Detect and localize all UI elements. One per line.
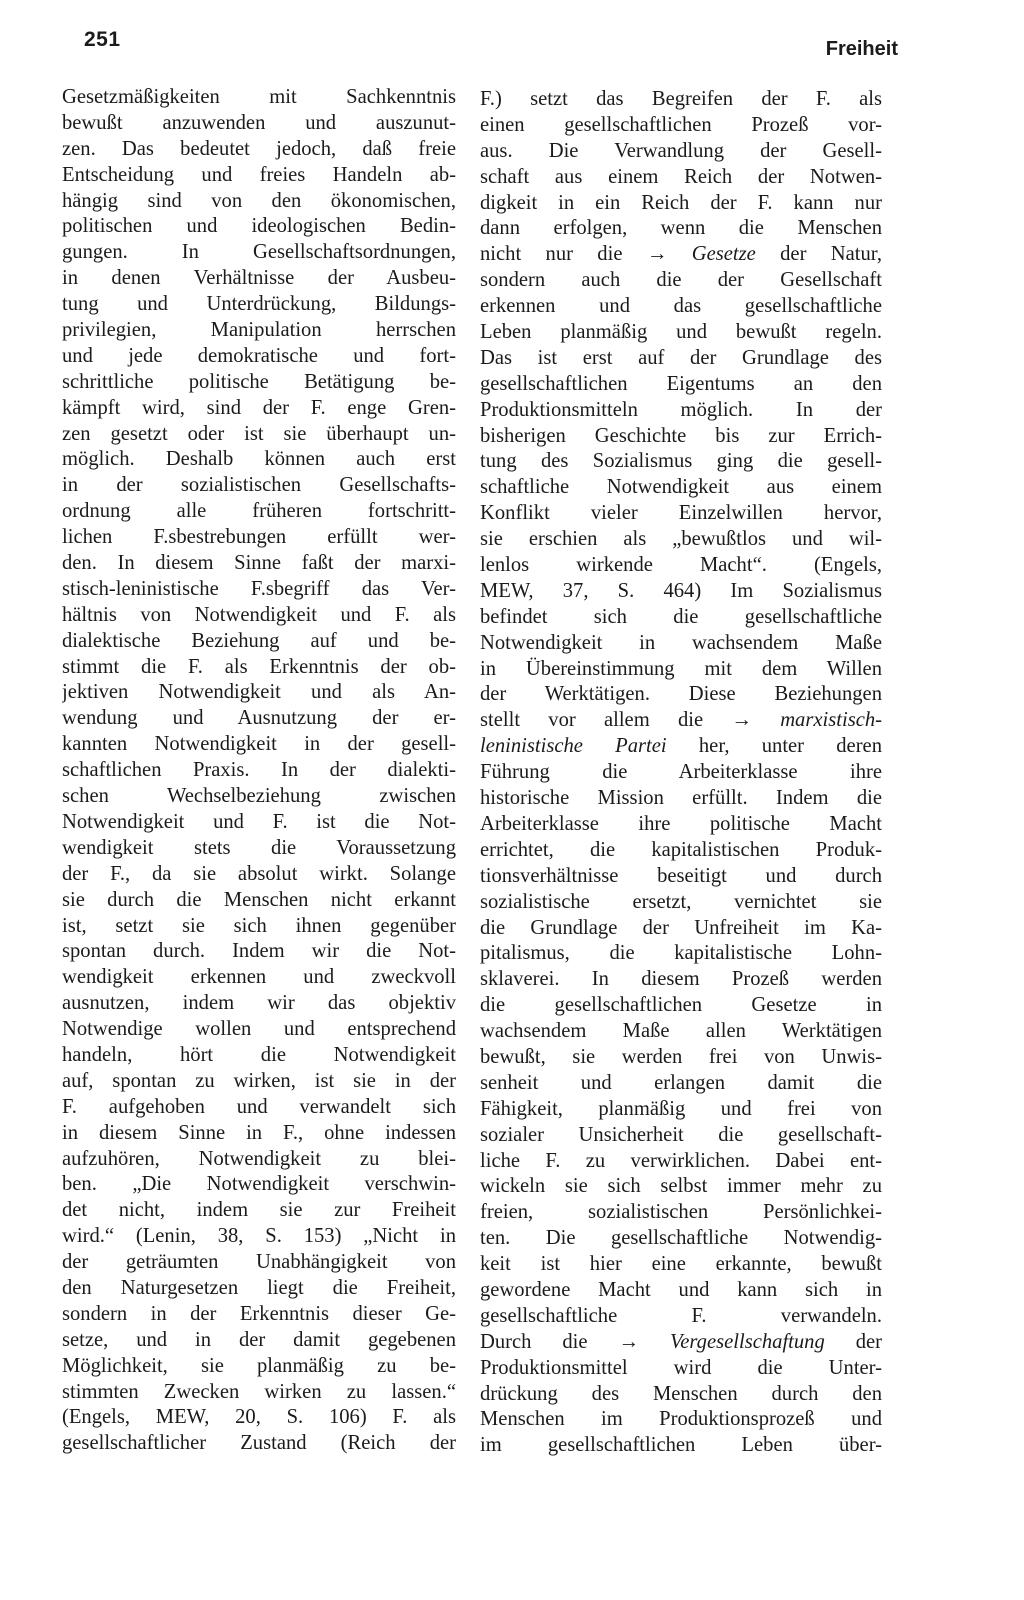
text-line: Notwendige wollen und entsprechend	[62, 1018, 456, 1041]
text-fragment: Durch die	[480, 1330, 619, 1353]
text-line: Produktionsmittel wird die Unter-	[480, 1356, 882, 1379]
text-line: sie erschien als „bewußtlos und wil-	[480, 528, 882, 551]
text-line: wendigkeit stets die Voraussetzung	[62, 836, 456, 859]
text-line: den Naturgesetzen liegt die Freiheit,	[62, 1276, 456, 1299]
text-line: befindet sich die gesellschaftliche	[480, 605, 882, 628]
text-line: handeln, hört die Notwendigkeit	[62, 1043, 456, 1066]
text-line: Führung die Arbeiterklasse ihre	[480, 761, 882, 784]
text-line: tung und Unterdrückung, Bildungs-	[62, 293, 456, 316]
text-line: Konflikt vieler Einzelwillen hervor,	[480, 502, 882, 525]
text-line: wachsendem Maße allen Werktätigen	[480, 1020, 882, 1043]
text-line: stisch-leninistische F.sbegriff das Ver-	[62, 577, 456, 600]
cross-reference-vergesellschaftung[interactable]: Vergesellschaftung	[669, 1330, 825, 1353]
text-line: schaftlichen Praxis. In der dialekti-	[62, 759, 456, 782]
text-line	[480, 242, 882, 268]
text-line: den. In diesem Sinne faßt der marxi-	[62, 552, 456, 575]
text-line: stimmt die F. als Erkenntnis der ob-	[62, 655, 456, 678]
cross-reference-arrow-icon: →	[618, 1330, 640, 1353]
text-line: ordnung alle früheren fortschritt-	[62, 500, 456, 523]
cross-reference-gesetze[interactable]: Gesetze	[691, 243, 756, 266]
text-line: der Werktätigen. Diese Beziehungen	[480, 683, 882, 706]
text-line: wendung und Ausnutzung der er-	[62, 707, 456, 730]
text-fragment: der Natur,	[755, 243, 882, 266]
text-line: gesellschaftliche F. verwandeln.	[480, 1304, 882, 1327]
text-line: jektiven Notwendigkeit und als An-	[62, 681, 456, 704]
text-line: der geträumten Unabhängigkeit von	[62, 1251, 456, 1274]
text-fragment: her, unter deren	[666, 735, 882, 758]
text-line	[480, 708, 882, 734]
text-line: stimmten Zwecken wirken zu lassen.“	[62, 1380, 456, 1403]
text-line: sklaverei. In diesem Prozeß werden	[480, 968, 882, 991]
text-line: zen gesetzt oder ist sie überhaupt un-	[62, 422, 456, 445]
text-line: die gesellschaftlichen Gesetze in	[480, 994, 882, 1017]
text-line: auf, spontan zu wirken, ist sie in der	[62, 1069, 456, 1092]
text-line: kämpft wird, sind der F. enge Gren-	[62, 396, 456, 419]
text-line: aufzuhören, Notwendigkeit zu blei-	[62, 1147, 456, 1170]
running-head: Freiheit	[825, 38, 898, 60]
text-line: sozialer Unsicherheit die gesellschaft-	[480, 1123, 882, 1146]
text-line: schrittliche politische Betätigung be-	[62, 370, 456, 393]
text-line: bisherigen Geschichte bis zur Errich-	[480, 424, 882, 447]
text-line: in denen Verhältnisse der Ausbeu-	[62, 267, 456, 290]
text-line: politischen und ideologischen Bedin-	[62, 215, 456, 238]
text-line	[480, 1330, 882, 1356]
text-line: dann erfolgen, wenn die Menschen	[480, 217, 882, 240]
text-line: setze, und in der damit gegebenen	[62, 1328, 456, 1351]
text-line: Gesetzmäßigkeiten mit Sachkenntnis	[62, 86, 456, 108]
text-line: schen Wechselbeziehung zwischen	[62, 785, 456, 808]
text-line: schaftliche Notwendigkeit aus einem	[480, 476, 882, 499]
text-line: keit ist hier eine erkannte, bewußt	[480, 1253, 882, 1276]
text-line: ben. „Die Notwendigkeit verschwin-	[62, 1173, 456, 1196]
text-line: und jede demokratische und fort-	[62, 344, 456, 367]
text-line: ist, setzt sie sich ihnen gegenüber	[62, 914, 456, 937]
text-line: Produktionsmitteln möglich. In der	[480, 398, 882, 421]
text-line: wendigkeit erkennen und zweckvoll	[62, 966, 456, 989]
text-line: erkennen und das gesellschaftliche	[480, 295, 882, 318]
text-line: Leben planmäßig und bewußt regeln.	[480, 321, 882, 344]
text-line: der F., da sie absolut wirkt. Solange	[62, 862, 456, 885]
text-line: bewußt, sie werden frei von Unwis-	[480, 1045, 882, 1068]
right-column	[480, 87, 882, 1459]
text-line: Notwendigkeit und F. ist die Not-	[62, 810, 456, 833]
text-line: wird.“ (Lenin, 38, S. 153) „Nicht in	[62, 1225, 456, 1248]
text-line: sondern auch die der Gesellschaft	[480, 269, 882, 292]
text-line: spontan durch. Indem wir die Not-	[62, 940, 456, 963]
text-fragment: der	[824, 1330, 882, 1353]
text-line: schaft aus einem Reich der Notwen-	[480, 165, 882, 188]
left-column	[62, 85, 456, 1457]
text-line: digkeit in ein Reich der F. kann nur	[480, 191, 882, 214]
text-line: sondern in der Erkenntnis dieser Ge-	[62, 1302, 456, 1325]
text-line: wickeln sie sich selbst immer mehr zu	[480, 1175, 882, 1198]
text-fragment: stellt vor allem die	[480, 709, 732, 732]
text-line: kannten Notwendigkeit in der gesell-	[62, 733, 456, 756]
cross-reference-arrow-icon: →	[646, 243, 668, 266]
text-line: pitalismus, die kapitalistische Lohn-	[480, 942, 882, 965]
text-line: Arbeiterklasse ihre politische Macht	[480, 812, 882, 835]
text-line: tung des Sozialismus ging die gesell-	[480, 450, 882, 473]
text-line: gesellschaftlichen Eigentums an den	[480, 372, 882, 395]
text-line: sozialistische ersetzt, vernichtet sie	[480, 890, 882, 913]
text-line: gewordene Macht und kann sich in	[480, 1278, 882, 1301]
text-line: drückung des Menschen durch den	[480, 1382, 882, 1405]
text-line: bewußt anzuwenden und auszunut-	[62, 111, 456, 134]
text-line: gesellschaftlicher Zustand (Reich der	[62, 1432, 456, 1455]
text-line: ten. Die gesellschaftliche Notwendig-	[480, 1227, 882, 1250]
text-line: lichen F.sbestrebungen erfüllt wer-	[62, 526, 456, 549]
text-line: Fähigkeit, planmäßig und frei von	[480, 1097, 882, 1120]
text-line: senheit und erlangen damit die	[480, 1071, 882, 1094]
text-line: möglich. Deshalb können auch erst	[62, 448, 456, 471]
text-fragment: nicht nur die	[480, 243, 647, 266]
text-line: Menschen im Produktionsprozeß und	[480, 1408, 882, 1431]
text-line: im gesellschaftlichen Leben über-	[480, 1434, 882, 1457]
text-line: zen. Das bedeutet jedoch, daß freie	[62, 137, 456, 160]
text-line: aus. Die Verwandlung der Gesell-	[480, 139, 882, 162]
text-line: in diesem Sinne in F., ohne indessen	[62, 1121, 456, 1144]
text-line: lenlos wirkende Macht“. (Engels,	[480, 554, 882, 577]
text-line: freien, sozialistischen Persönlichkei-	[480, 1201, 882, 1224]
text-line: historische Mission erfüllt. Indem die	[480, 787, 882, 810]
text-line: einen gesellschaftlichen Prozeß vor-	[480, 113, 882, 136]
text-line: errichtet, die kapitalistischen Produk-	[480, 838, 882, 861]
text-line: tionsverhältnisse beseitigt und durch	[480, 864, 882, 887]
text-line: MEW, 37, S. 464) Im Sozialismus	[480, 579, 882, 602]
text-line: privilegien, Manipulation herrschen	[62, 319, 456, 342]
text-line: in der sozialistischen Gesellschafts-	[62, 474, 456, 497]
text-line: dialektische Beziehung auf und be-	[62, 629, 456, 652]
text-line: hängig sind von den ökonomischen,	[62, 189, 456, 212]
text-line: F.) setzt das Begreifen der F. als	[480, 88, 882, 110]
text-line: in Übereinstimmung mit dem Willen	[480, 657, 882, 680]
cross-reference-arrow-icon: →	[731, 709, 752, 732]
page-number: 251	[84, 28, 121, 51]
cross-reference-marxistisch-leninistische-partei-cont[interactable]: leninistische Partei	[480, 735, 667, 758]
text-line: det nicht, indem sie zur Freiheit	[62, 1199, 456, 1222]
text-line: Entscheidung und freies Handeln ab-	[62, 163, 456, 186]
text-line: sie durch die Menschen nicht erkannt	[62, 888, 456, 911]
text-line: Das ist erst auf der Grundlage des	[480, 346, 882, 369]
cross-reference-marxistisch-leninistische-partei[interactable]: marxistisch-	[780, 709, 882, 732]
text-line: die Grundlage der Unfreiheit im Ka-	[480, 916, 882, 939]
text-line: gungen. In Gesellschaftsordnungen,	[62, 241, 456, 264]
text-line: Notwendigkeit in wachsendem Maße	[480, 631, 882, 654]
text-line: (Engels, MEW, 20, S. 106) F. als	[62, 1406, 456, 1429]
text-line: F. aufgehoben und verwandelt sich	[62, 1095, 456, 1118]
text-line: ausnutzen, indem wir das objektiv	[62, 992, 456, 1015]
text-line: Möglichkeit, sie planmäßig zu be-	[62, 1354, 456, 1377]
text-line: hältnis von Notwendigkeit und F. als	[62, 603, 456, 626]
text-line	[480, 734, 882, 760]
text-line: liche F. zu verwirklichen. Dabei ent-	[480, 1149, 882, 1172]
